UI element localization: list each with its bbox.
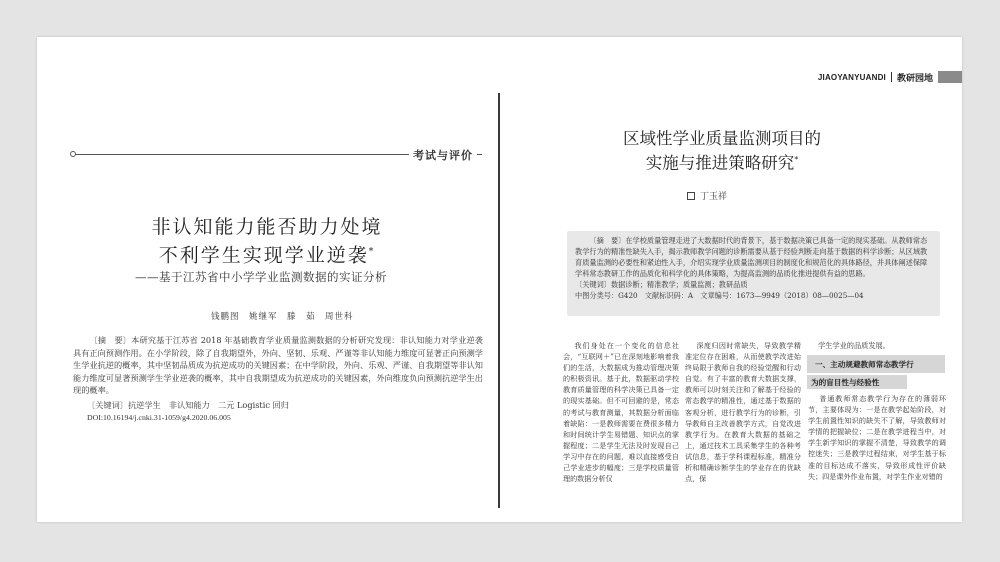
left-abstract-text: 〔摘 要〕本研究基于江苏省 2018 年基础教育学业质量监测数据的分析研究发现：非认知能力对学业逆袭具有正向预测作用。在小学阶段，除了自我期望外，外向、坚韧、乐观、严谨等非认知能力维度可显著正向预测学生学业抗逆的概率，其中坚韧品质成为抗逆成功的关键因素；在中学阶段，外向、乐观、严谨、自我期望等非认知能力维度可显著预测学生学业逆袭的概率，其中自我期望成为抗逆成功的关键因素，外向维度负向预测抗逆学生出现的概率。 <box>73 335 483 396</box>
header-brand: JIAOYANYUANDI <box>817 72 886 82</box>
left-article-subtitle: ——基于江苏省中小学学业监测数据的实证分析 <box>135 270 387 284</box>
section-heading-line2: 为的盲目性与经验性 <box>811 378 880 387</box>
right-title-line1: 区域性学业质量监测项目的 <box>623 129 821 148</box>
page-gutter <box>498 93 500 508</box>
right-abstract-box <box>567 231 940 316</box>
column-rule-dot <box>70 151 76 157</box>
right-classification: 中图分类号：G420 文献标识码：A 文章编号：1673—9949（2018）08—0025—04 <box>575 291 864 300</box>
header-separator <box>891 72 892 82</box>
right-abstract-text: 〔摘 要〕在学校质量管理走进了大数据时代的背景下，基于数据决策已具备一定的现实基础。从教师常态教学行为的精准性缺失入手，揭示教师教学问题的诊断需要从基于经验判断走向基于数据的科学诊断；从区域教育质量监测的必要性和紧迫性入手，介绍实现学业质量监测项目的制度化和规范化的具体路径，并具体阐述保障学科常态教研工作的品质化和科学化的具体策略，为提高监测的品质化推进提供有益的思路。 <box>575 236 928 278</box>
left-article-title <box>127 215 407 268</box>
running-header <box>818 71 962 83</box>
left-title-line2: 不利学生实现学业逆袭* <box>158 244 376 267</box>
section-heading-2 <box>807 375 907 389</box>
left-title-line1: 非认知能力能否助力处境 <box>151 216 383 238</box>
section-heading-1 <box>807 355 945 373</box>
body-column-3: 普通教师常态教学行为存在的薄弱环节，主要体现为：一是在教学起始阶段，对学生前置性知识的缺失不了解，导致教师对学情的把握缺位；二是在教学进程当中，对学生新学知识的掌握不清楚，导致教学的调控迷失；三是教学过程结束，对学生基于标准的目标达成不落实，导致形成性评价缺失；四是课外作业布置，对学生作业对错的 <box>808 394 946 481</box>
title-footnote-mark: * <box>794 155 799 164</box>
right-keywords: 〔关键词〕数据诊断；精准教学；质量监测；教研品质 <box>575 280 748 289</box>
right-article-title <box>597 128 847 174</box>
right-title-line2: 实施与推进策略研究* <box>645 153 799 173</box>
author-box-icon <box>687 192 695 200</box>
body-column-3-intro: 学生学业的品质发展。 <box>818 341 890 350</box>
header-section: 教研园地 <box>896 73 933 84</box>
body-column-2: 深度归因时常缺失，导致教学精准定位存在困难，从而使教学改进始终局限于教师自我的经验觉醒和行动自觉。有了丰富的教育大数据支撑，教师可以时刻关注和了解基于经验的常态教学的精准性，通过基于数据的客观分析，进行教学行为的诊断，引导教师自主改善教学方式，自觉改进教学行为。在教育大数据的基础之上，通过技术工具采集学生的各种考试信息，基于学科课程标准，精准分析和精确诊断学生的学业存在的优缺点，保 <box>685 341 801 484</box>
title-footnote-mark: * <box>368 247 376 257</box>
column-label: 考试与评价 <box>409 147 477 163</box>
right-article-author: 丁玉祥 <box>687 189 727 202</box>
left-article-authors: 钱鹏图 姚继军 滕 茹 周世科 <box>211 312 354 322</box>
body-column-1: 我们身处在一个变化的信息社会，“互联网＋”已在深刻地影响着我们的生活，大数据成为推动管理决策的积极资讯。基于此，数据驱动学校教育质量管理的科学决策已具备一定的现实基础。但不可回避的是，常态的考试与教育测量，其数据分析面临着缺陷：一是教师需要在费很多精力和时间统计学生易错题、知识点的掌握程度；二是学生无法及时发现自己学习中存在的问题，难以直接感受自己学业进步的幅度；三是学校质量管理的数据分析仅 <box>563 341 679 484</box>
section-heading-line1: 一、主动规避教师常态教学行 <box>815 360 914 369</box>
header-tab <box>938 71 962 83</box>
left-article-doi: DOI:10.16194/j.cnki.31-1059/g4.2020.06.005 <box>87 413 231 422</box>
left-article-keywords: 〔关键词〕抗逆学生 非认知能力 二元 Logistic 回归 <box>87 400 289 410</box>
magazine-spread <box>37 37 962 522</box>
left-article-abstract <box>73 334 483 397</box>
